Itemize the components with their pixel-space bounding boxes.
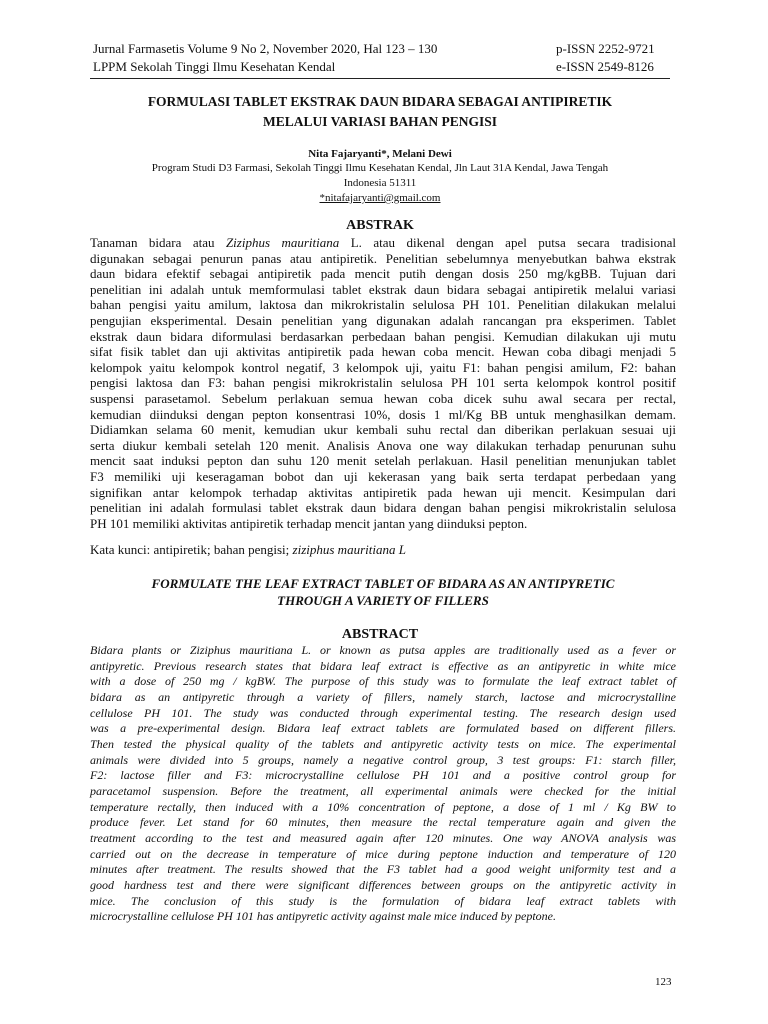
abstract-line: produce fever. Let stand for 60 minutes, then measure the rectal temperature again and given the: [90, 815, 676, 830]
abstrak-line: mencit saat induksi pepton dan suhu 120 menit setelah perlakuan. Hasil penelitian menunjukan tablet: [90, 453, 676, 469]
abstrak-line: serta diukur kembali setelah 120 menit. Analisis Anova one way dilakukan terhadap penurunan suhu: [90, 437, 676, 453]
english-title-line: FORMULATE THE LEAF EXTRACT TABLET OF BIDARA AS AN ANTIPYRETIC: [151, 576, 615, 591]
abstrak-line: Didiamkan selama 60 menit, kemudian ukur kembali suhu rectal dan diberikan perlakuan sesuai uji: [90, 422, 676, 438]
abstract-line: mice. The conclusion of this study is the formulation of bidara leaf extract tablets with: [90, 893, 676, 908]
electronic-issn: e-ISSN 2549-8126: [556, 59, 654, 74]
english-title-line: THROUGH A VARIETY OF FILLERS: [277, 593, 489, 608]
print-issn: p-ISSN 2252-9721: [556, 41, 655, 56]
abstract-body: [90, 643, 676, 925]
abstract-line: paracetamol suspension. Before the treatment, all experimental animals were checked for the initial: [90, 783, 676, 798]
abstrak-line: [90, 235, 676, 251]
author-affiliation: [108, 161, 652, 206]
abstract-line: treatment according to the test and measured again after 120 minutes. One way ANOVA analysis was: [90, 830, 676, 845]
abstrak-line: F3 memiliki uji keseragaman bobot dan uji kekerasan yang baik serta terdapat perbedaan yang: [90, 468, 676, 484]
abstract-line: Then tested the physical quality of the tablets and antipyretic activity tests on mice. The experimental: [90, 736, 676, 751]
abstract-line: minutes after treatment. The results showed that the F3 tablet had a good weight uniformity test and a: [90, 862, 676, 877]
abstrak-line: penelitian ini adalah formulasi tablet ekstrak daun bidara dengan bahan pengisi mikrokristalin selulosa: [90, 500, 676, 516]
abstrak-line: kelompok yaitu kelompok kontrol negatif, 3 kelompok uji, yaitu F1: bahan pengisi amilum, F2: bahan: [90, 359, 676, 375]
journal-header-left: [93, 40, 437, 76]
abstract-heading: ABSTRACT: [341, 627, 419, 642]
abstract-line: with a dose of 250 mg / kgBW. The purpose of this study was to formulate the leaf extract tablet of: [90, 674, 676, 689]
keywords: [90, 542, 406, 558]
abstract-line: was a pre-experimental design. Bidara leaf extract tablets are formulated based on different fillers.: [90, 721, 676, 736]
abstract-line: good hardness test and there were significant differences between groups on the antipyretic activity in: [90, 877, 676, 892]
paper-title-line: FORMULASI TABLET EKSTRAK DAUN BIDARA SEBAGAI ANTIPIRETIK: [147, 94, 613, 109]
abstrak-line: daun bidara efektif sebagai antipiretik pada mencit putih dengan dosis 250 mg/kgBB. Tujuan dari: [90, 266, 676, 282]
corresponding-email-link[interactable]: *nitafajaryanti@gmail.com: [319, 192, 441, 204]
journal-header-right: [556, 40, 655, 76]
abstrak-line: kemudian diinduksi dengan pepton konsentrasi 10%, dosis 1 ml/Kg BB untuk menghasilkan demam.: [90, 406, 676, 422]
abstract-line: carried out on the decrease in temperature of mice during peptone induction and temperature of 120: [90, 846, 676, 861]
abstrak-line: pengisi laktosa dan F3: bahan pengisi mikrokristalin selulosa PH 101 serta kelompok kontrol positif: [90, 375, 676, 391]
abstrak-line: sifat fisik tablet dan uji aktivitas antipiretik pada hewan coba mencit. Hewan coba dibagi menjadi 5: [90, 344, 676, 360]
publisher-name: LPPM Sekolah Tinggi Ilmu Kesehatan Kendal: [93, 59, 336, 74]
abstract-line: bidara as an antipyretic through a variety of fillers, namely starch, lactose and microcrystalline: [90, 689, 676, 704]
abstract-line: temperature rectally, then induced with a 10% concentration of peptone, a dose of 1 ml / Kg BW to: [90, 799, 676, 814]
abstrak-heading: ABSTRAK: [346, 218, 414, 233]
abstrak-line: signifikan antar kelompok terhadap aktivitas antipiretik pada hewan uji mencit. Kesimpulan dari: [90, 484, 676, 500]
header-divider: [90, 78, 670, 79]
abstrak-line: PH 101 memiliki aktivitas antipiretik terhadap mencit jantan yang diinduksi pepton.: [90, 515, 528, 531]
page-number: 123: [655, 976, 672, 988]
paper-title-line: MELALUI VARIASI BAHAN PENGISI: [263, 114, 497, 129]
abstract-line: F2: lactose filler and F3: microcrystalline cellulose PH 101 and a positive control group for: [90, 768, 676, 783]
english-title: [90, 575, 676, 609]
abstract-line: antipyretic. Previous research states that bidara leaf extract is effective as an antipyretic in white mice: [90, 658, 676, 673]
species-name: Ziziphus mauritiana: [225, 235, 340, 250]
abstract-line: microcrystalline cellulose PH 101 has antipyretic activity against male mice induced by peptone.: [90, 909, 556, 924]
affiliation-line: Program Studi D3 Farmasi, Sekolah Tinggi Ilmu Kesehatan Kendal, Jln Laut 31A Kendal, Jawa Tengah: [151, 162, 609, 174]
abstract-line: animals were divided into 5 groups, namely a negative control group, 3 test groups: F1: starch filler,: [90, 752, 676, 767]
affiliation-line: Indonesia 51311: [343, 177, 417, 189]
keywords-label: Kata kunci: antipiretik; bahan pengisi;: [90, 542, 293, 557]
journal-citation: Jurnal Farmasetis Volume 9 No 2, November 2020, Hal 123 – 130: [93, 41, 438, 56]
abstrak-line: ekstrak daun bidara diformulasi berdasarkan perbedaan bahan pengisi. Kemudian dilakukan uji mutu: [90, 328, 676, 344]
keywords-species: ziziphus mauritiana L: [292, 542, 406, 557]
abstrak-body: [90, 235, 676, 531]
paper-title: [90, 92, 670, 132]
abstrak-line: digunakan sebagai penurun panas atau antipiretik. Penelitian sebelumnya menyebutkan bahwa ekstrak: [90, 250, 676, 266]
abstrak-line: pengujian eksperimental. Desain penelitian yang digunakan adalah rancangan pra eksperimen. Tablet: [90, 312, 676, 328]
author-list: Nita Fajaryanti*, Melani Dewi: [308, 148, 452, 160]
abstrak-text: Tanaman bidara atau: [90, 235, 226, 250]
abstract-line: Bidara plants or Ziziphus mauritiana L. or known as putsa apples are traditionally used as a fever or: [90, 643, 676, 657]
abstrak-line: penelitian ini adalah untuk memformulasi tablet ekstrak daun bidara sebagai antipiretik melalui variasi: [90, 281, 676, 297]
abstrak-line: bahan pengisi yaitu amilum, laktosa dan mikrokristalin selulosa PH 101. Penelitian dilakukan melalui: [90, 297, 676, 313]
abstrak-line: suspensi parasetamol. Sebelum perlakuan semua hewan coba dicek suhu awal secara per rectal,: [90, 390, 676, 406]
abstract-line: cellulose PH 101. The study was conducted through experimental testing. The research design used: [90, 705, 676, 720]
abstrak-text: L. atau dikenal dengan apel putsa secara tradisional: [339, 235, 676, 250]
